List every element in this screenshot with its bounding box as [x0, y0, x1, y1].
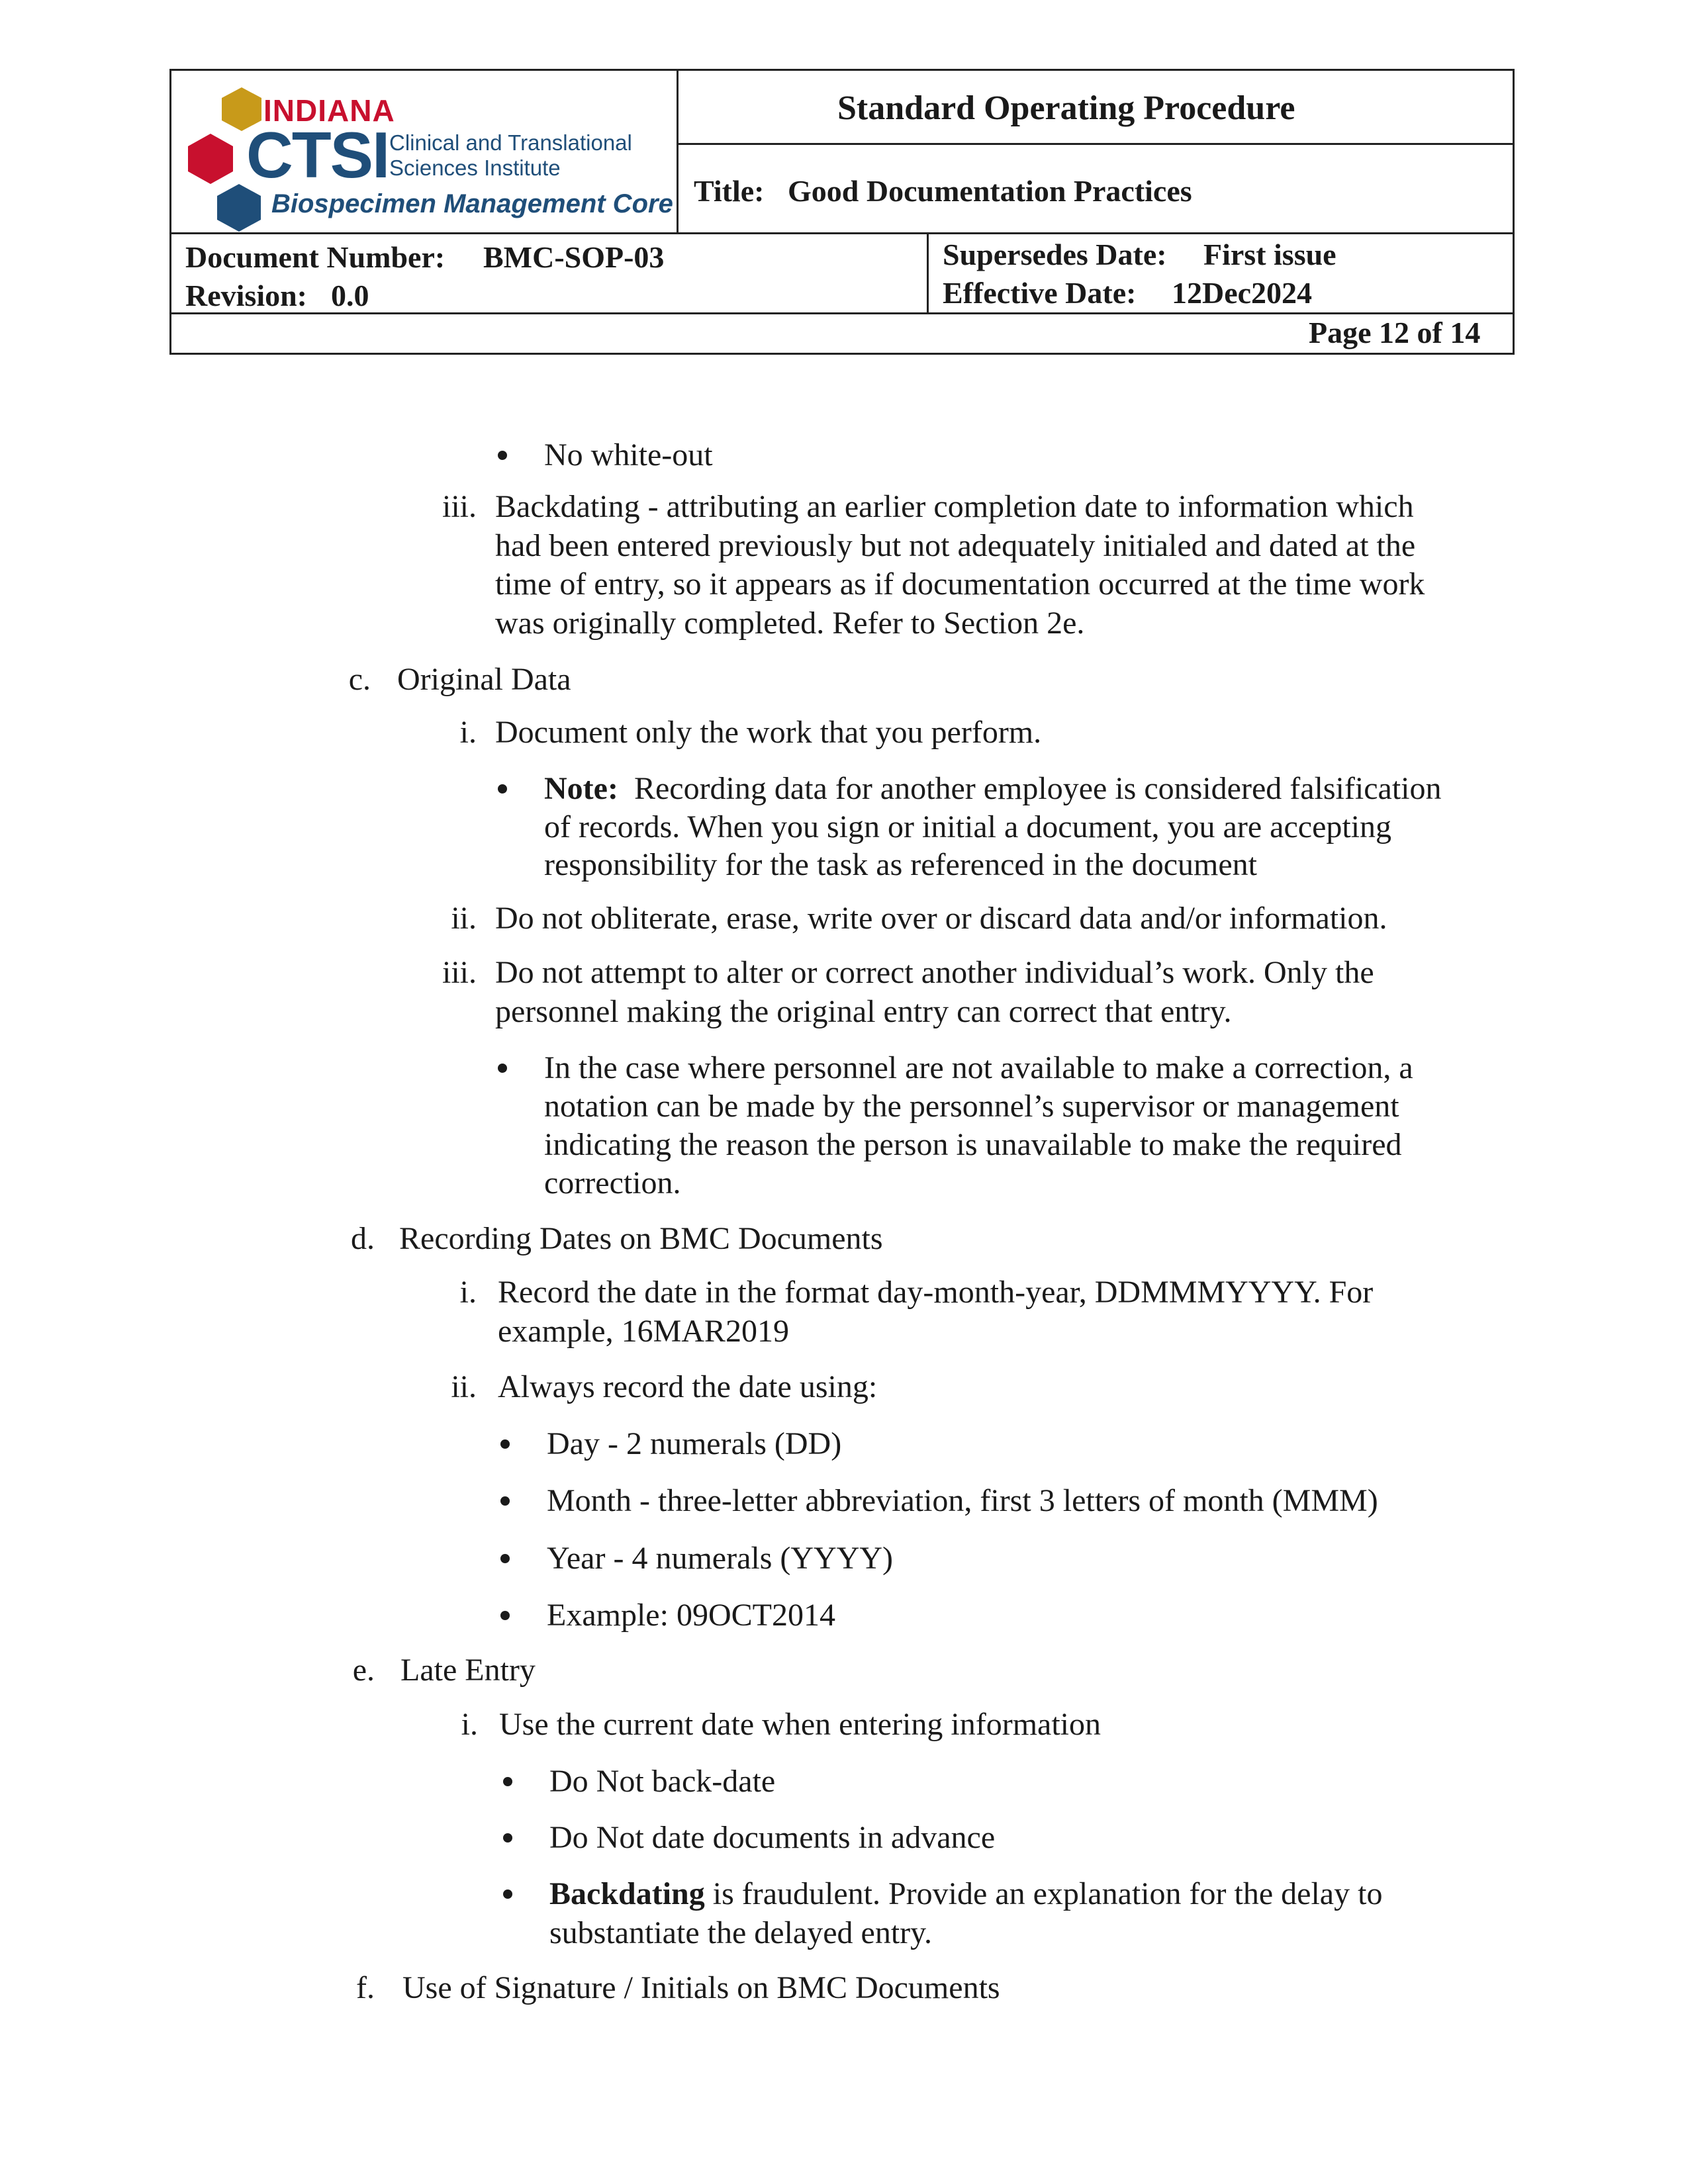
logo-subtitle-line2: Sciences Institute [389, 156, 561, 180]
list-marker-e-i: i. [461, 1707, 478, 1742]
d-i-line-2: example, 16MAR2019 [498, 1314, 789, 1349]
header-divider-page [169, 312, 1515, 314]
late-bullet-fraud-line-2: substantiate the delayed entry. [549, 1915, 933, 1950]
doc-number-value: BMC-SOP-03 [483, 240, 665, 274]
c-i-text: Document only the work that you perform. [495, 715, 1042, 750]
list-marker-c: c. [348, 662, 371, 697]
note-line-2: of records. When you sign or initial a document, you are accepting [544, 809, 1392, 844]
title-label: Title: [694, 174, 765, 208]
note-label: Note: [544, 771, 618, 806]
c-iii-line-2: personnel making the original entry can correct that entry. [495, 994, 1232, 1029]
note-line-1 [544, 769, 1441, 809]
note-text-1: Recording data for another employee is considered falsification [633, 771, 1442, 806]
title-value: Good Documentation Practices [788, 174, 1192, 208]
list-marker-d: d. [351, 1221, 375, 1256]
backdating-text-1: is fraudulent. Provide an explanation for the delay to [712, 1876, 1383, 1911]
backdating-line-3: time of entry, so it appears as if documentation occurred at the time work [495, 567, 1425, 602]
date-bullet-example: Example: 09OCT2014 [547, 1598, 835, 1633]
bullet-icon [500, 1496, 510, 1506]
header-divider-sop [677, 143, 1515, 145]
date-bullet-month: Month - three-letter abbreviation, first 3 letters of month (MMM) [547, 1483, 1378, 1518]
backdating-label: Backdating [549, 1876, 705, 1911]
late-bullet-backdate: Do Not back-date [549, 1764, 776, 1799]
list-marker-d-i: i. [459, 1275, 477, 1310]
list-marker-f: f. [356, 1970, 375, 2005]
bullet-icon [500, 1554, 510, 1563]
list-marker-d-ii: ii. [451, 1369, 477, 1404]
late-bullet-advance: Do Not date documents in advance [549, 1820, 996, 1855]
doc-number-label: Document Number: [185, 240, 445, 274]
section-c-heading: Original Data [397, 662, 571, 697]
header-divider-middle [169, 232, 1515, 234]
c-iii-bullet-line-3: indicating the reason the person is unavailable to make the required [544, 1127, 1402, 1162]
logo-core-text: Biospecimen Management Core [271, 189, 673, 218]
list-marker-c-i: i. [459, 715, 477, 750]
sop-heading: Standard Operating Procedure [837, 89, 1295, 127]
list-marker-c-iii: iii. [442, 955, 477, 990]
supersedes-value: First issue [1203, 238, 1336, 271]
hexagon-red-icon [187, 132, 234, 185]
bullet-icon [498, 451, 507, 460]
c-iii-bullet-line-2: notation can be made by the personnel’s supervisor or management [544, 1089, 1399, 1124]
bullet-icon [498, 1064, 507, 1073]
late-bullet-fraud-line-1 [549, 1874, 1382, 1914]
c-iii-bullet-line-4: correction. [544, 1165, 681, 1201]
header-divider-vertical-bottom [927, 232, 929, 314]
bullet-icon [503, 1777, 512, 1786]
list-marker-e: e. [352, 1653, 375, 1688]
supersedes-label: Supersedes Date: [943, 238, 1167, 271]
list-marker-c-ii: ii. [451, 901, 477, 936]
c-ii-text: Do not obliterate, erase, write over or discard data and/or information. [495, 901, 1387, 936]
d-ii-text: Always record the date using: [498, 1369, 878, 1404]
section-d-heading: Recording Dates on BMC Documents [399, 1221, 883, 1256]
bullet-no-whiteout: No white-out [544, 437, 713, 473]
header-divider-vertical-top [677, 69, 679, 234]
note-line-3: responsibility for the task as referenced in the document [544, 847, 1257, 882]
date-bullet-day: Day - 2 numerals (DD) [547, 1426, 842, 1461]
revision-label: Revision: [185, 279, 307, 312]
bullet-icon [503, 1833, 512, 1843]
revision-value: 0.0 [331, 279, 369, 312]
logo-ctsi-text: CTSI [246, 118, 389, 191]
backdating-line-1: Backdating - attributing an earlier completion date to information which [495, 489, 1414, 524]
bullet-icon [498, 784, 507, 794]
section-e-heading: Late Entry [400, 1653, 536, 1688]
bullet-icon [503, 1889, 512, 1899]
logo-subtitle-line1: Clinical and Translational [389, 130, 632, 155]
effective-label: Effective Date: [943, 276, 1137, 310]
page-number: Page 12 of 14 [1309, 316, 1481, 349]
logo-indiana-text: INDIANA [263, 93, 395, 128]
c-iii-line-1: Do not attempt to alter or correct another individual’s work. Only the [495, 955, 1374, 990]
date-bullet-year: Year - 4 numerals (YYYY) [547, 1541, 894, 1576]
section-f-heading: Use of Signature / Initials on BMC Documents [402, 1970, 1000, 2005]
c-iii-bullet-line-1: In the case where personnel are not available to make a correction, a [544, 1050, 1413, 1085]
list-marker-iii: iii. [442, 489, 477, 524]
e-i-text: Use the current date when entering information [499, 1707, 1101, 1742]
d-i-line-1: Record the date in the format day-month-year, DDMMMYYYY. For [498, 1275, 1374, 1310]
effective-value: 12Dec2024 [1172, 276, 1313, 310]
bullet-icon [500, 1439, 510, 1449]
backdating-line-2: had been entered previously but not adequately initialed and dated at the [495, 528, 1416, 563]
bullet-icon [500, 1611, 510, 1620]
backdating-line-4: was originally completed. Refer to Section 2e. [495, 606, 1085, 641]
